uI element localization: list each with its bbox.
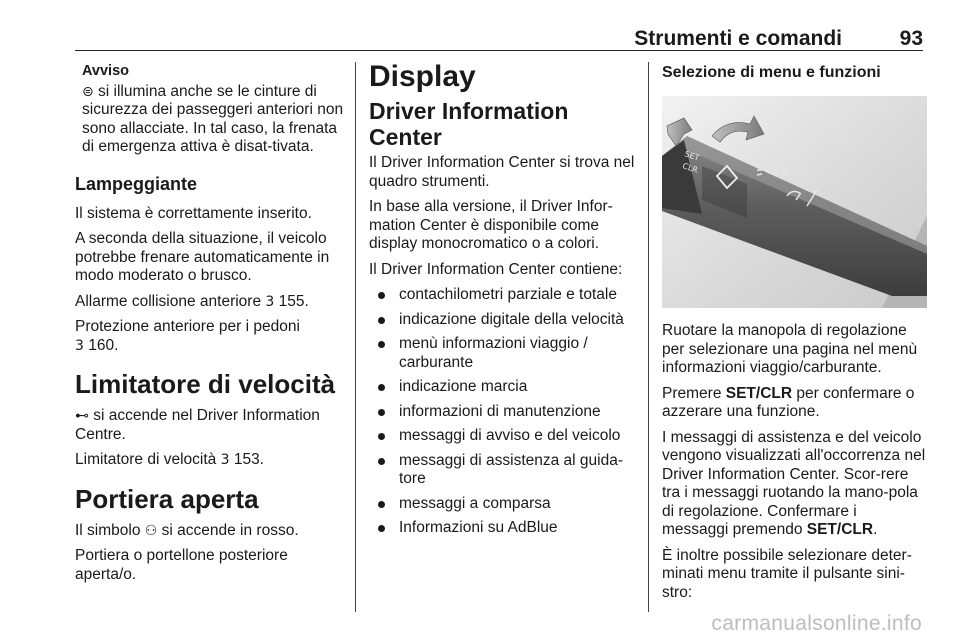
heading-portiera: Portiera aperta [75, 483, 259, 514]
paragraph: I messaggi di assistenza e del veicolo vengono visualizzati all'occorrenza nel Driver Information Center. Scor-rere tra i messaggi ruotando la mano-pola di regolazione. Confermare i messaggi premendo SET/CLR. [662, 428, 926, 538]
heading-selezione: Selezione di menu e funzioni [662, 64, 881, 81]
heading-lampeggiante: Lampeggiante [75, 173, 198, 194]
list-item: contachilometri parziale e totale [369, 286, 639, 305]
paragraph: Premere SET/CLR per confermare o azzerare una funzione. [662, 384, 915, 420]
paragraph: Il simbolo ⚇ si accende in rosso. [75, 521, 299, 539]
heading-display: Display [369, 60, 476, 93]
list-item: Informazioni su AdBlue [369, 519, 639, 538]
cross-reference: Allarme collisione anteriore 3 155. [75, 292, 309, 310]
paragraph: A seconda della situazione, il veicolo potrebbe frenare automaticamente in modo moderato o brusco. [75, 230, 330, 284]
paragraph: È inoltre possibile selezionare deter-minati menu tramite il pulsante sini-stro: [662, 546, 912, 601]
set-clr-label: SET/CLR [725, 384, 793, 402]
notice-title: Avviso [82, 63, 130, 79]
paragraph: Il sistema è correttamente inserito. [75, 204, 312, 222]
speed-limiter-icon: ⊷ [75, 408, 89, 424]
list-item: messaggi a comparsa [369, 495, 639, 514]
paragraph: In base alla versione, il Driver Infor-mation Center è disponibile come display monocromatico o a colori. [369, 198, 613, 252]
column-middle [369, 62, 639, 544]
set-clr-label: SET/CLR [806, 521, 874, 538]
column-divider [648, 62, 649, 612]
page-number: 93 [899, 27, 923, 50]
set-label: SET [683, 149, 701, 163]
heading-dic: Driver Information Center [369, 98, 569, 150]
stalk-illustration-svg [662, 96, 927, 308]
heading-limitatore: Limitatore di velocità [75, 369, 336, 399]
list-item: informazioni di manutenzione [369, 403, 639, 422]
column-divider [355, 62, 356, 612]
page-ref-arrow-icon: 3 [75, 337, 84, 354]
paragraph: Il Driver Information Center si trova nel quadro strumenti. [369, 154, 635, 190]
door-open-icon: ⚇ [144, 522, 158, 539]
paragraph: ⊷ si accende nel Driver Information Centre. [75, 407, 320, 443]
list-item: menù informazioni viaggio / carburante [369, 335, 639, 372]
list-item: messaggi di avviso e del veicolo [369, 427, 639, 446]
list-item: messaggi di assistenza al guida-tore [369, 452, 639, 489]
column-right [662, 62, 927, 609]
page-ref-arrow-icon: 3 [265, 293, 275, 310]
seatbelt-warning-icon: ⊜ [82, 83, 94, 100]
header-divider [75, 50, 923, 51]
paragraph: Portiera o portellone posteriore aperta/o. [75, 547, 288, 583]
clr-label: CLR [681, 161, 700, 175]
notice-box [75, 62, 345, 157]
watermark: carmanualsonline.info [711, 612, 922, 635]
list-item: indicazione marcia [369, 378, 639, 397]
column-left [75, 62, 345, 591]
list-item: indicazione digitale della velocità [369, 311, 639, 330]
paragraph: Il Driver Information Center contiene: [369, 260, 623, 278]
notice-text: ⊜ si illumina anche se le cinture di sicurezza dei passeggeri anteriori non sono allacciate. In tal caso, la frenata di emergenza attiva è disat-tivata. [82, 82, 344, 155]
section-title: Strumenti e comandi [634, 27, 842, 50]
page-header [0, 0, 960, 50]
paragraph: Ruotare la manopola di regolazione per selezionare una pagina nel menù informazioni viaggio/carburante. [662, 322, 918, 376]
feature-list [369, 286, 639, 538]
cross-reference: Limitatore di velocità 3 153. [75, 451, 264, 468]
page-ref-arrow-icon: 3 [220, 452, 230, 468]
cross-reference: Protezione anteriore per i pedoni 3 160. [75, 318, 300, 354]
stalk-illustration [662, 96, 927, 308]
